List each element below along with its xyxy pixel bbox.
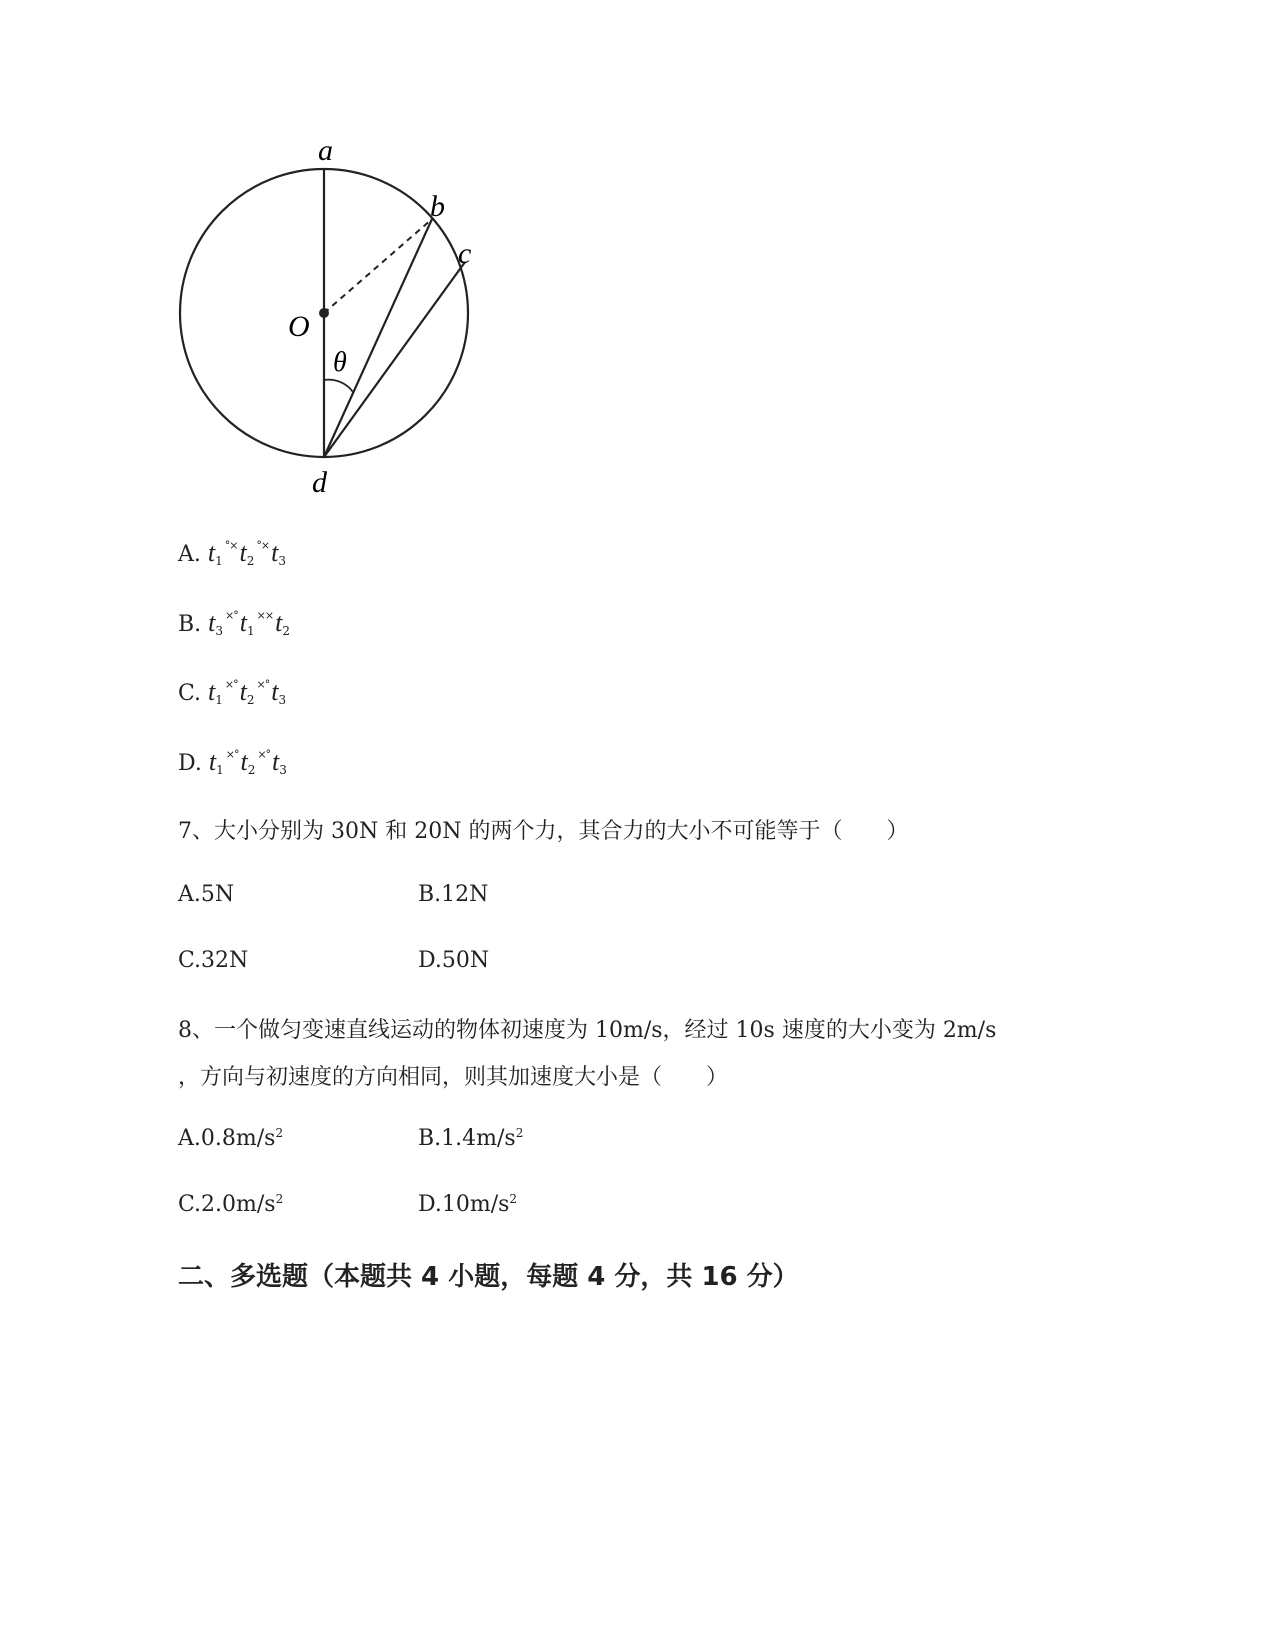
subscript: 3 bbox=[278, 554, 286, 568]
q7-option-c[interactable]: C.32N bbox=[178, 948, 249, 973]
symbol: °× bbox=[224, 539, 238, 552]
var-t: t bbox=[208, 677, 216, 706]
option-prefix: C. bbox=[178, 681, 202, 706]
symbol: ×× bbox=[256, 609, 274, 622]
symbol: °× bbox=[256, 539, 270, 552]
var-t: t bbox=[239, 538, 247, 567]
q7-option-b[interactable]: B.12N bbox=[418, 882, 489, 907]
q7-option-a[interactable]: A.5N bbox=[178, 882, 235, 907]
symbol: ×° bbox=[257, 748, 271, 761]
subscript: 3 bbox=[278, 693, 287, 707]
q8-option-a[interactable] bbox=[178, 1126, 283, 1151]
option-prefix: B. bbox=[178, 612, 202, 637]
q6-option-d[interactable] bbox=[178, 747, 287, 777]
var-t: t bbox=[240, 747, 248, 776]
label-a: a bbox=[318, 134, 333, 167]
subscript: 2 bbox=[282, 624, 290, 638]
superscript: 2 bbox=[509, 1192, 518, 1206]
var-t: t bbox=[207, 538, 216, 567]
var-t: t bbox=[208, 747, 217, 776]
option-text: D.10m/s bbox=[418, 1192, 510, 1217]
subscript: 1 bbox=[247, 624, 255, 638]
symbol: ×° bbox=[256, 678, 270, 691]
q8-question-line2: ，方向与初速度的方向相同，则其加速度大小是（ ） bbox=[178, 1065, 729, 1090]
option-text: B.1.4m/s bbox=[418, 1126, 516, 1151]
radius-ob-dashed bbox=[324, 219, 432, 313]
q8-option-c[interactable] bbox=[178, 1192, 283, 1217]
var-t: t bbox=[239, 608, 247, 637]
q6-option-a[interactable] bbox=[178, 538, 286, 568]
var-t: t bbox=[208, 608, 216, 637]
symbol: ×° bbox=[224, 678, 238, 691]
center-point bbox=[319, 308, 329, 318]
option-text: A.0.8m/s bbox=[178, 1126, 276, 1151]
var-t: t bbox=[272, 747, 280, 776]
q6-option-b[interactable] bbox=[178, 608, 290, 638]
label-b: b bbox=[430, 190, 445, 223]
subscript: 1 bbox=[215, 693, 223, 707]
label-d: d bbox=[312, 466, 327, 499]
option-text: C.2.0m/s bbox=[178, 1192, 276, 1217]
subscript: 3 bbox=[279, 763, 287, 777]
symbol: ×° bbox=[225, 609, 238, 622]
subscript: 2 bbox=[247, 763, 256, 777]
var-t: t bbox=[275, 608, 283, 637]
q7-option-d[interactable]: D.50N bbox=[418, 948, 490, 973]
q6-option-c[interactable] bbox=[178, 677, 286, 707]
subscript: 3 bbox=[215, 624, 224, 638]
label-theta: θ bbox=[333, 347, 347, 378]
var-t: t bbox=[271, 538, 279, 567]
angle-arc bbox=[324, 380, 353, 392]
q8-option-d[interactable] bbox=[418, 1192, 517, 1217]
var-t: t bbox=[271, 677, 279, 706]
var-t: t bbox=[239, 677, 247, 706]
subscript: 2 bbox=[246, 693, 255, 707]
subscript: 1 bbox=[215, 554, 223, 568]
q7-question: 7、大小分别为 30N 和 20N 的两个力，其合力的大小不可能等于（ ） bbox=[178, 819, 909, 844]
section-heading: 二、多选题（本题共 4 小题，每题 4 分，共 16 分） bbox=[178, 1262, 799, 1292]
option-prefix: A. bbox=[178, 542, 201, 567]
superscript: 2 bbox=[275, 1126, 284, 1140]
chord-db bbox=[324, 219, 432, 457]
subscript: 2 bbox=[246, 554, 255, 568]
superscript: 2 bbox=[275, 1192, 284, 1206]
subscript: 1 bbox=[216, 763, 224, 777]
label-c: c bbox=[458, 237, 472, 270]
symbol: ×° bbox=[225, 748, 239, 761]
q8-option-b[interactable] bbox=[418, 1126, 523, 1151]
q8-question-line1: 8、一个做匀变速直线运动的物体初速度为 10m/s，经过 10s 速度的大小变为 2m/s bbox=[178, 1018, 997, 1043]
label-o: O bbox=[288, 310, 310, 343]
circle-diagram bbox=[160, 130, 500, 510]
option-prefix: D. bbox=[178, 751, 202, 776]
superscript: 2 bbox=[515, 1126, 524, 1140]
